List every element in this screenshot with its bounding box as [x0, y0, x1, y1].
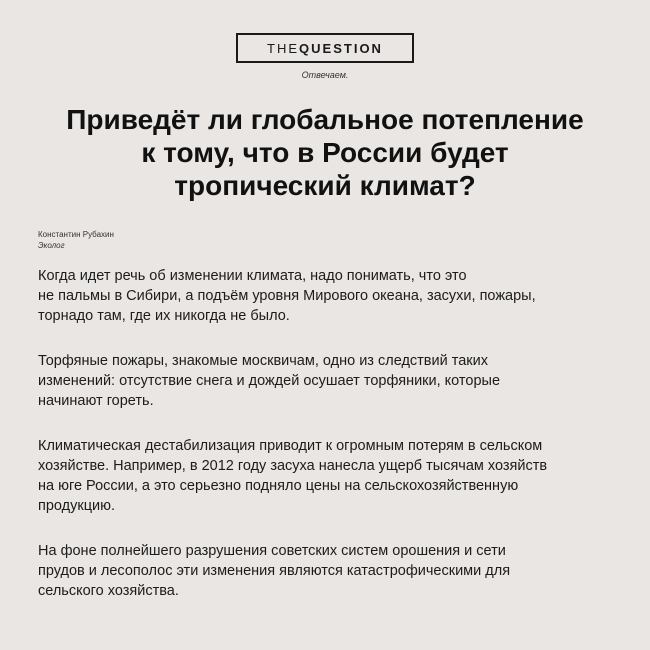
- text-line: сельского хозяйства.: [38, 583, 179, 599]
- title-line: к тому, что в России будет: [141, 137, 509, 168]
- title-line: Приведёт ли глобальное потепление: [66, 104, 584, 135]
- article-body: [38, 266, 622, 601]
- title-line: тропический климат?: [174, 170, 476, 201]
- paragraph: [38, 351, 622, 411]
- text-line: изменений: отсутствие снега и дождей осушает торфяники, которые: [38, 373, 501, 389]
- text-line: Торфяные пожары, знакомые москвичам, одно из следствий таких: [38, 353, 488, 369]
- logo-the-text: THE: [267, 40, 300, 56]
- text-line: Климатическая дестабилизация приводит к огромным потерям в сельском: [38, 438, 543, 454]
- text-line: на юге России, а это серьезно подняло цены на сельскохозяйственную: [38, 478, 519, 494]
- text-line: Когда идет речь об изменении климата, надо понимать, что это: [38, 268, 467, 284]
- paragraph: [38, 266, 622, 326]
- logo-question-text: QUESTION: [299, 40, 383, 56]
- text-line: торнадо там, где их никогда не было.: [38, 308, 290, 324]
- brand-logo: [236, 33, 414, 63]
- text-line: На фоне полнейшего разрушения советских систем орошения и сети: [38, 543, 506, 559]
- paragraph: [38, 541, 622, 601]
- text-line: продукцию.: [38, 498, 116, 514]
- text-line: не пальмы в Сибири, а подъём уровня Мирового океана, засухи, пожары,: [38, 288, 536, 304]
- brand-tagline: Отвечаем.: [301, 70, 349, 80]
- text-line: хозяйстве. Например, в 2012 году засуха нанесла ущерб тысячам хозяйств: [38, 458, 548, 474]
- text-line: начинают гореть.: [38, 393, 154, 409]
- paragraph: [38, 436, 622, 516]
- page-title: [20, 103, 630, 202]
- author-block: [38, 229, 114, 251]
- author-name: Константин Рубахин: [38, 230, 114, 239]
- text-line: прудов и лесополос эти изменения являются катастрофическими для: [38, 563, 511, 579]
- author-role: Эколог: [38, 241, 65, 250]
